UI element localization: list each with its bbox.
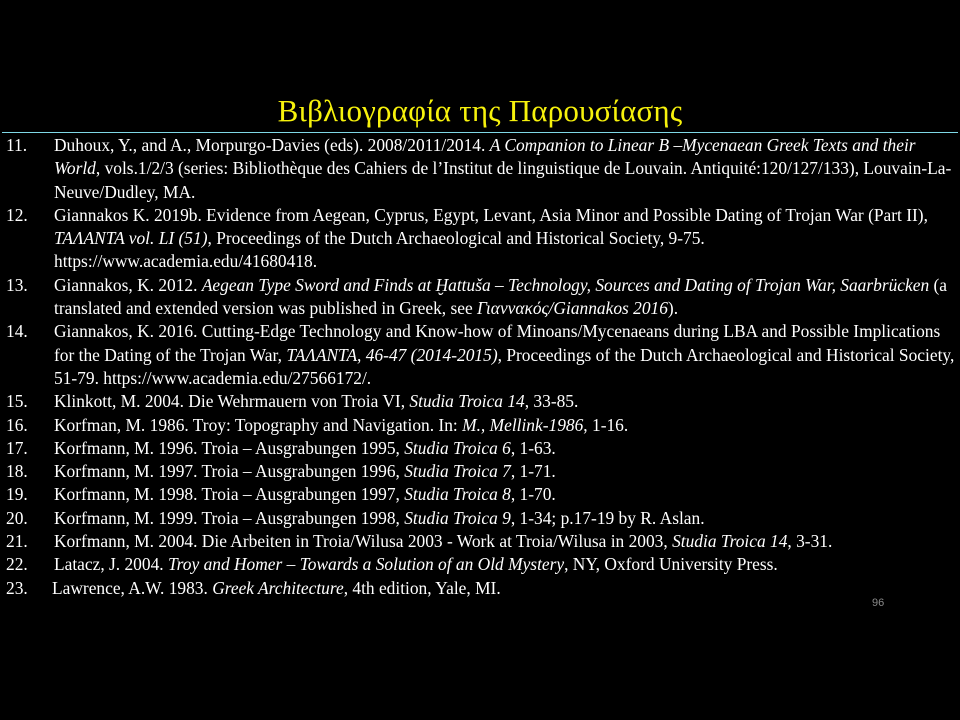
reference-title: A Companion to Linear B –Mycenaean Greek Texts and their World [54,135,916,179]
reference-item [0,134,960,204]
reference-item [0,204,960,274]
reference-title: Studia Troica 14 [409,391,525,412]
reference-item [0,530,960,553]
slide-title: Βιβλιογραφία της Παρουσίασης [277,93,683,128]
reference-text: , 3-31. [787,531,833,552]
reference-title: Aegean Type Sword and Finds at Ḫattuša – Technology, Sources and Dating of Trojan War, Saarbrücken [201,274,930,295]
title-divider [2,132,958,133]
reference-number: 18. [6,461,28,482]
reference-text: Korfmann, M. 1999. Troia – Ausgrabungen 1998, [54,507,405,528]
reference-number: 17. [6,437,28,458]
reference-number: 11. [6,135,28,155]
reference-text: , 33-85. [524,391,579,412]
reference-number: 16. [6,414,28,435]
reference-item [0,553,960,576]
reference-text: Lawrence, A.W. 1983. [52,577,213,598]
reference-text: , 1-70. [510,484,556,505]
reference-text: (a translated and extended version was published in Greek, see [54,274,947,319]
reference-item [0,414,960,437]
reference-number: 12. [6,204,28,225]
reference-number: 20. [6,507,28,528]
reference-text: Korfman, M. 1986. Troy: Topography and Navigation. In: [54,414,463,435]
reference-title: Studia Troica 8 [404,484,511,505]
reference-text: , 1-71. [510,461,556,482]
reference-text: Korfmann, M. 1996. Troia – Ausgrabungen 1995, [54,437,405,458]
reference-text: Giannakos K. 2019b. Evidence from Aegean, Cyprus, Egypt, Levant, Asia Minor and Possible Dating of Trojan War (Part II), [54,204,928,225]
reference-text: , Proceedings of the Dutch Archaeological and Historical Society, 9-75. https://www.academia.edu/41680418. [54,228,705,272]
reference-item [0,320,960,390]
reference-number: 19. [6,484,28,505]
reference-text: , 1-34; p.17-19 by R. Aslan. [510,507,705,528]
reference-title: Troy and Homer – Towards a Solution of an Old Mystery [167,554,565,575]
reference-text: Giannakos, K. 2012. [54,274,202,295]
reference-item [0,507,960,530]
reference-text: , vols.1/2/3 (series: Bibliothèque des Cahiers de l’Institut de linguistique de Louvain. Antiquité:120/127/133), Louvain-La-Neuve/Dudley, MA. [54,158,952,202]
reference-item [0,437,960,460]
reference-text: ). [667,298,679,319]
reference-text: , 1-16. [583,414,629,435]
reference-item [0,390,960,413]
reference-number: 13. [6,274,28,295]
reference-title: ΤΑΛΑΝΤΑ, 46-47 (2014-2015) [286,344,498,365]
reference-title: ΤΑΛΑΝΤΑ vol. LI (51) [54,228,208,249]
reference-text: Latacz, J. 2004. [54,554,168,575]
reference-number: 14. [6,321,28,342]
reference-number: 22. [6,554,28,575]
reference-title: Studia Troica 9 [404,507,511,528]
reference-text: Korfmann, M. 2004. Die Arbeiten in Troia/Wilusa 2003 - Work at Troia/Wilusa in 2003, [54,531,673,552]
reference-title: Studia Troica 14 [672,531,788,552]
reference-title: Γιαννακός/Giannakos 2016 [477,298,668,319]
reference-text: , NY, Oxford University Press. [564,554,778,575]
reference-number: 21. [6,531,28,552]
reference-item [0,483,960,506]
reference-text: Korfmann, M. 1998. Troia – Ausgrabungen 1997, [54,484,405,505]
reference-number: 15. [6,391,28,412]
reference-text: Klinkott, M. 2004. Die Wehrmauern von Troia VI, [54,391,410,412]
reference-text: Korfmann, M. 1997. Troia – Ausgrabungen 1996, [54,461,405,482]
reference-item [0,460,960,483]
reference-title: Studia Troica 7 [404,461,511,482]
reference-text: Duhoux, Y., and A., Morpurgo-Davies (eds). 2008/2011/2014. [54,135,490,155]
reference-text: , Proceedings of the Dutch Archaeological and Historical Society, 51-79. https://www.academia.edu/27566172/. [54,344,955,388]
reference-text: , 4th edition, Yale, MI. [343,577,501,598]
reference-item [0,274,960,321]
reference-title: M., Mellink-1986 [462,414,584,435]
reference-text: , 1-63. [510,437,556,458]
reference-text: Giannakos, K. 2016. Cutting-Edge Technology and Know-how of Minoans/Mycenaeans during LBA and Possible Implications for the Dating of the Trojan War, [54,321,941,365]
reference-title: Studia Troica 6 [404,437,511,458]
reference-number: 23. [6,577,28,598]
bibliography-list [0,134,960,600]
reference-item [0,577,960,600]
page-number: 96 [872,597,885,609]
reference-title: Greek Architecture [212,577,344,598]
